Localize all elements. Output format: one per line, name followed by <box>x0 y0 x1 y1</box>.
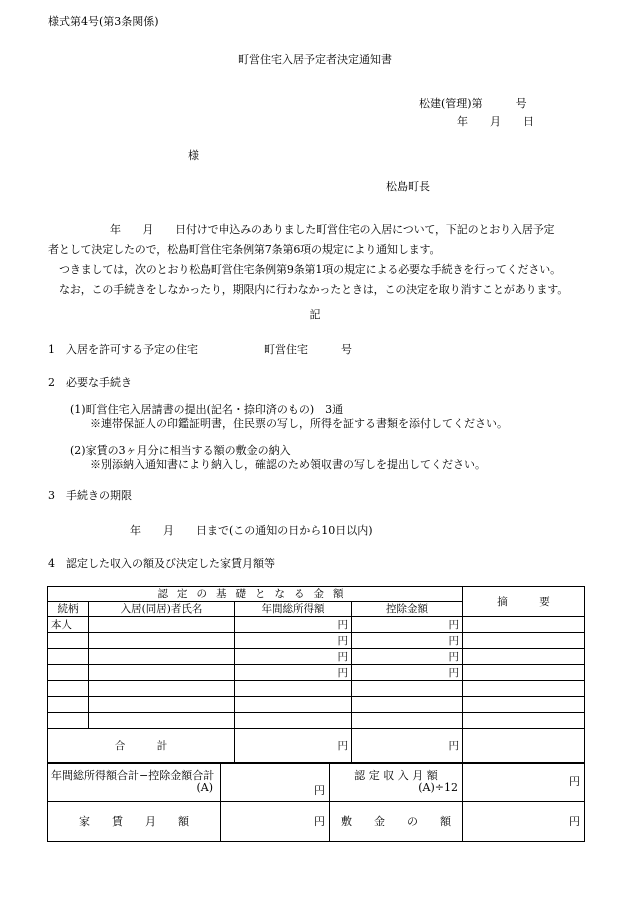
table-row <box>48 617 585 633</box>
col-relation: 続柄 <box>48 602 89 617</box>
issue-date: 年 月 日 <box>457 115 534 128</box>
total-remarks-cell[interactable] <box>463 729 585 764</box>
item-2-1: (1)町営住宅入居請書の提出(記名・捺印済のもの) 3通 <box>70 403 344 416</box>
table-row <box>48 697 585 713</box>
remarks-cell[interactable] <box>463 649 585 665</box>
item-2-1-note: ※連帯保証人の印鑑証明書，住民票の写し，所得を証する書類を添付してください。 <box>90 417 508 430</box>
deposit-label: 敷 金 の 額 <box>330 802 463 842</box>
certified-income-value[interactable]: 円 <box>463 763 585 802</box>
income-cell[interactable]: 円 <box>235 649 352 665</box>
income-summary-row <box>48 763 585 802</box>
summary-table <box>47 762 585 842</box>
item-2: 2 必要な手続き <box>48 376 132 389</box>
income-formula-label: 年間総所得額合計−控除金額合計 <box>51 769 215 782</box>
paragraph-1-continued: 者として決定したので，松島町営住宅条例第7条第6項の規定により通知します。 <box>48 243 441 256</box>
table-row <box>48 665 585 681</box>
income-cell[interactable] <box>235 713 352 729</box>
group-header: 認定の基礎となる金額 <box>48 587 463 602</box>
deduction-cell[interactable]: 円 <box>352 665 463 681</box>
item-1: 1 入居を許可する予定の住宅 町営住宅 号 <box>48 343 352 356</box>
relation-cell[interactable] <box>48 697 89 713</box>
name-cell[interactable] <box>89 713 235 729</box>
table-row <box>48 633 585 649</box>
document-title: 町営住宅入居予定者決定通知書 <box>238 53 392 66</box>
col-name: 入居(同居)者氏名 <box>89 602 235 617</box>
income-formula-cell <box>48 763 221 802</box>
document-number: 松建(管理)第 号 <box>419 97 527 110</box>
remarks-cell[interactable] <box>463 633 585 649</box>
name-cell[interactable] <box>89 681 235 697</box>
addressee-suffix: 様 <box>188 149 199 162</box>
col-deduction: 控除金額 <box>352 602 463 617</box>
deduction-cell[interactable] <box>352 713 463 729</box>
relation-cell[interactable] <box>48 665 89 681</box>
certified-income-formula: (A)÷12 <box>418 781 458 794</box>
total-income-cell[interactable]: 円 <box>235 729 352 764</box>
income-cell[interactable]: 円 <box>235 617 352 633</box>
deduction-cell[interactable]: 円 <box>352 633 463 649</box>
table-row <box>48 649 585 665</box>
total-label: 合 計 <box>48 729 235 764</box>
relation-cell[interactable] <box>48 649 89 665</box>
rent-deposit-row <box>48 802 585 842</box>
name-cell[interactable] <box>89 649 235 665</box>
deduction-cell[interactable] <box>352 681 463 697</box>
name-cell[interactable] <box>89 665 235 681</box>
relation-cell[interactable] <box>48 713 89 729</box>
item-2-2-note: ※別添納入通知書により納入し，確認のため領収書の写しを提出してください。 <box>90 458 486 471</box>
remarks-cell[interactable] <box>463 681 585 697</box>
col-income: 年間総所得額 <box>235 602 352 617</box>
relation-cell[interactable] <box>48 681 89 697</box>
income-cell[interactable]: 円 <box>235 633 352 649</box>
certified-income-label: 認 定 収 入 月 額 <box>354 769 438 782</box>
paragraph-3: なお，この手続きをしなかったり，期限内に行わなかったときは，この決定を取り消すことがあります。 <box>59 283 569 296</box>
income-cell[interactable] <box>235 681 352 697</box>
ki-heading: 記 <box>309 308 321 321</box>
rent-label: 家 賃 月 額 <box>48 802 221 842</box>
income-table <box>47 586 585 764</box>
total-row <box>48 729 585 764</box>
income-cell[interactable] <box>235 697 352 713</box>
remarks-cell[interactable] <box>463 665 585 681</box>
table-header-group <box>48 587 585 602</box>
income-formula-mark: (A) <box>196 781 213 794</box>
col-remarks: 摘 要 <box>463 587 585 617</box>
item-2-2: (2)家賃の3ヶ月分に相当する額の敷金の納入 <box>70 444 291 457</box>
deduction-cell[interactable]: 円 <box>352 617 463 633</box>
remarks-cell[interactable] <box>463 697 585 713</box>
relation-cell: 本人 <box>48 617 89 633</box>
form-number: 様式第4号(第3条関係) <box>48 15 159 28</box>
relation-cell[interactable] <box>48 633 89 649</box>
name-cell[interactable] <box>89 633 235 649</box>
notice-body <box>48 220 588 300</box>
item-3-deadline: 年 月 日まで(この通知の日から10日以内) <box>130 524 373 537</box>
deduction-cell[interactable] <box>352 697 463 713</box>
table-row <box>48 681 585 697</box>
deposit-value[interactable]: 円 <box>463 802 585 842</box>
income-cell[interactable]: 円 <box>235 665 352 681</box>
deduction-cell[interactable]: 円 <box>352 649 463 665</box>
issuer-name: 松島町長 <box>386 180 430 193</box>
name-cell[interactable] <box>89 697 235 713</box>
item-4: 4 認定した収入の額及び決定した家賃月額等 <box>48 557 275 570</box>
total-deduction-cell[interactable]: 円 <box>352 729 463 764</box>
paragraph-1-lead: 年 月 日付けで申込みのありました町営住宅の入居について，下記のとおり入居予定 <box>110 223 555 236</box>
net-income-value[interactable]: 円 <box>221 763 330 802</box>
item-3: 3 手続きの期限 <box>48 489 132 502</box>
table-row <box>48 713 585 729</box>
paragraph-2: つきましては，次のとおり松島町営住宅条例第9条第1項の規定による必要な手続きを行ってください。 <box>59 263 561 276</box>
name-cell[interactable] <box>89 617 235 633</box>
certified-income-cell <box>330 763 463 802</box>
remarks-cell[interactable] <box>463 617 585 633</box>
remarks-cell[interactable] <box>463 713 585 729</box>
rent-value[interactable]: 円 <box>221 802 330 842</box>
